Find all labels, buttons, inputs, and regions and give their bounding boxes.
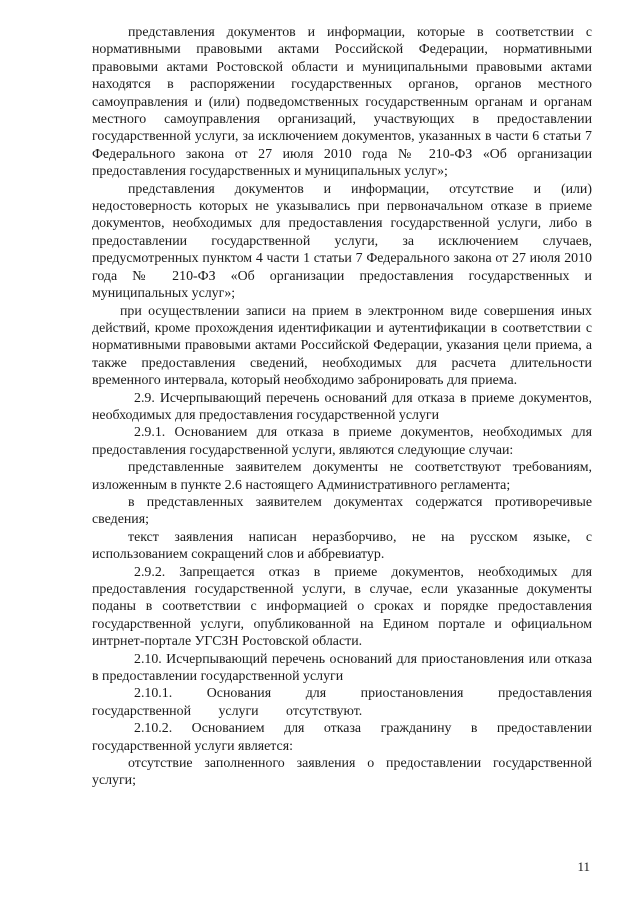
- paragraph-2-9-1: 2.9.1. Основанием для отказа в приеме документов, необходимых для предоставления государственной услуги, являются следующие случаи:: [92, 425, 592, 458]
- paragraph-2-10-2: 2.10.2. Основанием для отказа гражданину в предоставлении государственной услуги является:: [92, 721, 592, 754]
- paragraph-3: при осуществлении записи на прием в электронном виде совершения иных действий, кроме прохождения идентификации и аутентификации в соответствии с нормативными правовыми актами Российской Федерации, указания цели приема, а также предоставления сведений, необходимых для расчета длительности временного интервала, который необходимо забронировать для приема.: [92, 303, 592, 389]
- paragraph-2: представления документов и информации, отсутствие и (или) недостоверность которых не указывались при первоначальном отказе в приеме документов, необходимых для предоставления государственной услуги, либо в предоставлении государственной услуги, за исключением случаев, предусмотренных пунктом 4 части 1 статьи 7 Федерального закона от 27 июля 2010 года № 210-ФЗ «Об организации предоставления государственных и муниципальных услуг»;: [92, 181, 592, 302]
- paragraph-2-9-1-item-3: текст заявления написан неразборчиво, не на русском языке, с использованием сокращений слов и аббревиатур.: [92, 529, 592, 563]
- section-2-10-heading: 2.10. Исчерпывающий перечень оснований для приостановления или отказа в предоставлении государственной услуги: [92, 651, 592, 685]
- paragraph-2-10-2-item-1: отсутствие заполненного заявления о предоставлении государственной услуги;: [92, 756, 592, 789]
- page-number: 11: [577, 859, 590, 874]
- paragraph-2-9-1-item-2: в представленных заявителем документах содержатся противоречивые сведения;: [92, 494, 592, 528]
- paragraph-2-9-1-item-1: представленные заявителем документы не соответствуют требованиям, изложенным в пункте 2.6 настоящего Административного регламента;: [92, 460, 592, 493]
- paragraph-2-9-2: 2.9.2. Запрещается отказ в приеме документов, необходимых для предоставления государственной услуги, в случае, если указанные документы поданы в соответствии с информацией о сроках и порядке предоставления государственной услуги, опубликованной на Едином портале и официальном интрнет-портале УГСЗН Ростовской области.: [92, 564, 592, 650]
- section-2-9-heading: 2.9. Исчерпывающий перечень оснований для отказа в приеме документов, необходимых для предоставления государственной услуги: [92, 390, 592, 423]
- paragraph-2-10-1: 2.10.1. Основания для приостановления предоставления государственной услуги отсутствуют.: [92, 686, 592, 719]
- paragraph-1: представления документов и информации, которые в соответствии с нормативными правовыми актами Российской Федерации, нормативными правовыми актами Ростовской области и муниципальными правовыми актами находятся в распоряжении государственных органов, органов местного самоуправления и (или) подведомственных государственным органам и органам местного самоуправления организаций, участвующих в предоставлении государственной услуги, за исключением документов, указанных в части 6 статьи 7 Федерального закона от 27 июля 2010 года № 210-ФЗ «Об организации предоставления государственных и муниципальных услуг»;: [92, 25, 592, 180]
